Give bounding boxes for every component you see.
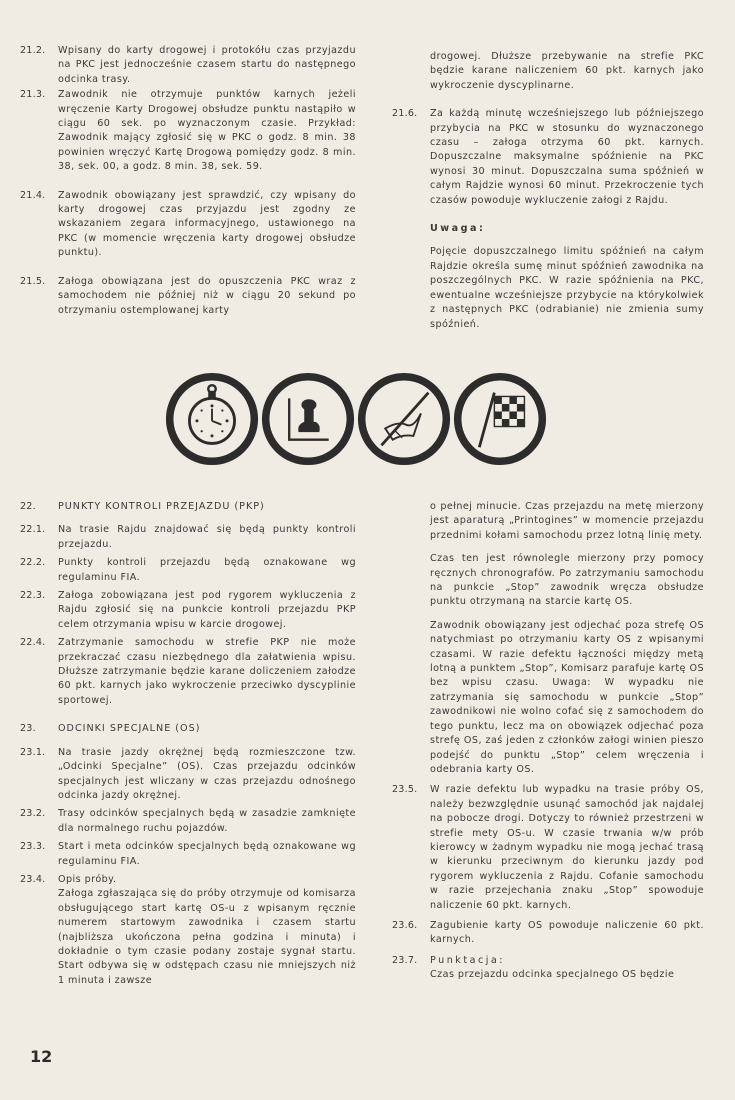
section-number: 22. xyxy=(20,501,36,512)
item-21-5 xyxy=(20,275,356,318)
item-text: Zawodnik obowiązany jest sprawdzić, czy wpisany do karty drogowej czas przyjazdu jest zgodny ze wskazaniem zegara informacyjnego, ustawionego na PKC (w momencie wręczenia karty drogowej obsłudze punktu). xyxy=(58,189,356,259)
item-23-6 xyxy=(392,919,704,948)
item-23-4-body xyxy=(58,873,356,988)
paragraph: o pełnej minucie. Czas przejazdu na metę mierzony jest aparaturą „Printogines” w momencie przejazdu przednimi kołami samochodu przez lotną linię mety. xyxy=(430,501,704,541)
item-number: 23.3. xyxy=(20,841,46,853)
right-bottom-column xyxy=(392,500,704,983)
item-21-2 xyxy=(20,44,356,87)
item-number: 23.7. xyxy=(392,954,418,966)
item-22-4 xyxy=(20,636,356,708)
stopwatch-icon xyxy=(165,372,259,466)
section-title: ODCINKI SPECJALNE (OS) xyxy=(58,723,201,735)
uwaga-heading: Uwaga: xyxy=(430,223,486,235)
flag-icon xyxy=(357,372,451,466)
section-number: 23. xyxy=(20,723,36,735)
item-22-3 xyxy=(20,589,356,632)
item-text: Za każdą minutę wcześniejszego lub późniejszego przybycia na PKC w stosunku do wyznaczonego czasu – załoga otrzyma 60 pkt. karnych. Dopuszczalne maksymalne spóźnienie na PKC wynosi 30 minut. Dopuszczalna suma spóźnień w całym Rajdzie wynosi 60 minut. Przekroczenie tych czasów powoduje wykluczenie załogi z Rajdu. xyxy=(430,108,704,206)
item-number: 21.4. xyxy=(20,189,46,201)
paragraph: Czas ten jest równolegle mierzony przy pomocy ręcznych chronografów. Po zatrzymaniu samochodu na punkcie „Stop” zawodnik wręcza obsłudze punktu otrzymaną na starcie kartę OS. xyxy=(430,553,704,608)
item-number: 21.5. xyxy=(20,275,46,287)
item-22-1 xyxy=(20,523,356,552)
section-23-heading xyxy=(20,722,356,736)
item-text: Wpisany do karty drogowej i protokółu czas przyjazdu na PKC jest jednocześnie czasem startu do następnego odcinka trasy. xyxy=(58,45,356,85)
item-number: 22.1. xyxy=(20,524,46,536)
item-number: 22.2. xyxy=(20,557,46,569)
item-number: 23.6. xyxy=(392,919,418,931)
item-number: 22.3. xyxy=(20,590,46,602)
item-number: 23.5. xyxy=(392,784,418,796)
item-text: Na trasie Rajdu znajdować się będą punkty kontroli przejazdu. xyxy=(58,524,356,550)
right-top-column xyxy=(392,50,704,332)
item-text: Na trasie jazdy okrężnej będą rozmieszczone tzw. „Odcinki Specjalne” (OS). Czas przejazdu odcinków specjalnych jest wliczany w czas przejazdu odnośnego odcinka jazdy okrężnej. xyxy=(58,746,356,801)
item-text: Załoga obowiązana jest do opuszczenia PKC wraz z samochodem nie później niż w ciągu 20 sekund po otrzymaniu ostemplowanej karty xyxy=(58,275,356,316)
item-23-7-body xyxy=(430,954,704,983)
item-23-2 xyxy=(20,807,356,836)
item-text: Zawodnik nie otrzymuje punktów karnych jeżeli wręczenie Karty Drogowej obsłudze punktu nastąpiło w ciągu 60 sek. po wyznaczonym czasie. Przykład: Zawodnik mający zgłosić się w PKC o godz. 8 min. 38 powinien wręczyć Kartę Drogową pomiędzy godz. 8 min. 38, sek. 00, a godz. 8 min. 38, sek. 59. xyxy=(58,89,356,173)
item-23-3 xyxy=(20,840,356,869)
item-number: 21.6. xyxy=(392,108,418,120)
icon-row xyxy=(165,372,545,474)
item-22-2 xyxy=(20,556,356,585)
continuation-text: drogowej. Dłuższe przebywanie na strefie PKC będzie karane naliczeniem 60 pkt. karnych jako wykroczenie dyscyplinarne. xyxy=(430,51,704,91)
item-text: Trasy odcinków specjalnych będą w zasadzie zamknięte dla normalnego ruchu pojazdów. xyxy=(58,808,356,834)
item-23-1 xyxy=(20,746,356,804)
item-text: Zagubienie karty OS powoduje naliczenie 60 pkt. karnych. xyxy=(430,919,704,946)
item-21-6 xyxy=(392,107,704,208)
item-23-7 xyxy=(392,954,704,983)
item-number: 23.1. xyxy=(20,746,46,758)
item-text: Zatrzymanie samochodu w strefie PKP nie może przekraczać czasu niezbędnego dla załatwienia wpisu. Dłuższe zatrzymanie będzie karane doliczeniem załodze 60 pkt. karnych jako wykroczenie przeciwko dyscyplinie sportowej. xyxy=(58,637,356,706)
item-text: Załoga zgłaszająca się do próby otrzymuje od komisarza obsługującego start kartę OS-u z wpisanym ręcznie numerem startowym zawodnika i czasem startu (najbliższa ukończona pełna godzina i minuta) i dokładnie o tym czasie podany zostaje sygnał startu. Start odbywa się w odstępach czasu nie mniejszych niż 1 minuta i zawsze xyxy=(58,888,356,986)
item-23-4 xyxy=(20,873,356,988)
checkered-flag-icon xyxy=(453,372,547,466)
item-number: 21.2. xyxy=(20,45,46,56)
item-text: Czas przejazdu odcinka specjalnego OS będzie xyxy=(430,969,675,981)
item-number: 22.4. xyxy=(20,637,46,649)
punktacja-heading: Punktacja: xyxy=(430,954,506,966)
section-title: PUNKTY KONTROLI PRZEJAZDU (PKP) xyxy=(58,501,265,512)
item-text: Załoga zobowiązana jest pod rygorem wykluczenia z Rajdu zgłosić się na punkcie kontroli przejazdu PKP celem otrzymania wpisu w karcie drogowej. xyxy=(58,590,356,630)
left-bottom-column xyxy=(20,500,356,988)
item-subtitle: Opis próby. xyxy=(58,873,117,885)
rubber-stamp-icon xyxy=(261,372,355,466)
item-number: 23.2. xyxy=(20,808,46,820)
item-21-3 xyxy=(20,88,356,174)
item-23-5 xyxy=(392,783,704,913)
item-text: Start i meta odcinków specjalnych będą oznakowane wg regulaminu FIA. xyxy=(58,841,356,867)
item-21-4 xyxy=(20,189,356,261)
uwaga-text: Pojęcie dopuszczalnego limitu spóźnień na całym Rajdzie określa sumę minut spóźnień zawodnika na poszczególnych PKC. W razie spóźnienia na PKC, ewentualne wcześniejsze przybycie na którykolwiek z następnych PKC (odrabianie) nie zmienia sumy spóźnień. xyxy=(430,246,704,330)
page-number: 12 xyxy=(30,1047,53,1066)
item-number: 23.4. xyxy=(20,873,46,885)
item-text: Punkty kontroli przejazdu będą oznakowane wg regulaminu FIA. xyxy=(58,557,356,583)
paragraph: Zawodnik obowiązany jest odjechać poza strefę OS natychmiast po otrzymaniu karty OS z wpisanymi czasami. W razie defektu łączności między metą lotną a punktem „Stop”, Komisarz parafuje kartę OS bez wpisu czasu. Uwaga: W wypadku nie zatrzymania się samochodu w punkcie „Stop” zawodnikowi nie wolno cofać się z samochodem do tego punktu, lecz ma on obowiązek odjechać poza strefę OS, zaś jeden z członków załogi winien pieszo podejść do punktu „Stop” celem wręczenia i odebrania karty OS. xyxy=(430,619,704,775)
left-top-column xyxy=(20,44,356,318)
section-22-heading xyxy=(20,500,356,514)
item-number: 21.3. xyxy=(20,89,46,101)
item-text: W razie defektu lub wypadku na trasie próby OS, należy bezwzględnie usunąć samochód jak najdalej na pobocze drogi. Dotyczy to również przestrzeni w strefie mety OS-u. W czasie trwania w/w prób kierowcy w żadnym wypadku nie mogą jechać trasą w kierunku przeciwnym do kierunku jazdy pod rygorem wykluczenia z Rajdu. Cofanie samochodu w razie przejechania znaku „Stop” spowoduje naliczenie 60 pkt. karnych. xyxy=(430,784,704,911)
